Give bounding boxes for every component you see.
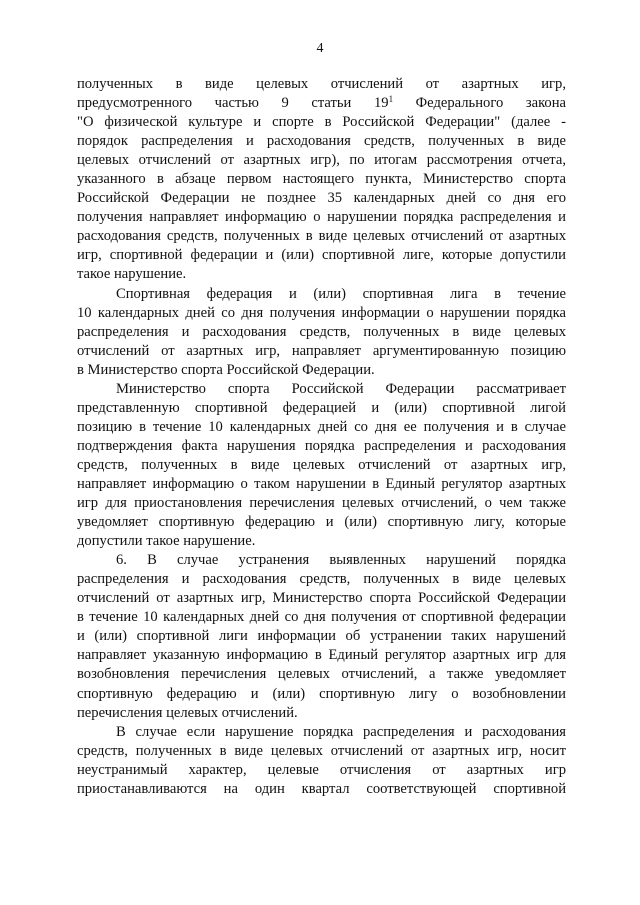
text-line: средств, полученных в виде целевых отчислений от азартных игр, носит <box>77 742 566 759</box>
text-line: средств, полученных в виде целевых отчислений от азартных игр, <box>77 456 566 473</box>
text-line: такое нарушение. <box>77 266 187 283</box>
text-line: уведомляет спортивную федерацию и (или) спортивную лигу, которые <box>77 514 566 531</box>
text-line: расходования средств, полученных в виде целевых отчислений от азартных <box>77 228 566 245</box>
document-body <box>77 75 566 799</box>
paragraph <box>77 285 566 380</box>
paragraph <box>77 75 566 285</box>
text-line: перечисления целевых отчислений. <box>77 704 298 721</box>
text-line: подтверждения факта нарушения порядка распределения и расходования <box>77 437 566 454</box>
text-line: неустранимый характер, целевые отчисления от азартных игр <box>77 761 566 778</box>
text-line: порядок распределения и расходования средств, полученных в виде <box>77 133 566 150</box>
text-line: представленную спортивной федерацией и (или) спортивной лигой <box>77 399 566 416</box>
text-line: Российской Федерации не позднее 35 календарных дней со дня его <box>77 190 566 207</box>
text-line: игр, спортивной федерации и (или) спортивной лиге, которые допустили <box>77 247 566 264</box>
text-line: приостанавливаются на один квартал соответствующей спортивной <box>77 780 566 797</box>
text-line: предусмотренного частью 9 статьи $19^1$ Федерального закона <box>77 94 566 112</box>
paragraph <box>77 551 566 722</box>
text-line: игр для приостановления перечисления целевых отчислений, о чем также <box>77 495 566 512</box>
text-line: допустили такое нарушение. <box>77 533 256 550</box>
paragraph <box>77 380 566 551</box>
text-line: 6. В случае устранения выявленных нарушений порядка <box>116 552 566 569</box>
text-line: получения направляет информацию о нарушении порядка распределения и <box>77 209 566 226</box>
page-number: 4 <box>316 41 324 56</box>
text-line: отчислений от азартных игр, направляет аргументированную позицию <box>77 342 566 359</box>
text-line: "О физической культуре и спорте в Российской Федерации" (далее - <box>77 114 566 131</box>
text-line: распределения и расходования средств, полученных в виде целевых <box>77 571 566 588</box>
text-line: Министерство спорта Российской Федерации рассматривает <box>116 380 566 397</box>
text-line: распределения и расходования средств, полученных в виде целевых <box>77 323 566 340</box>
text-line: целевых отчислений от азартных игр), по итогам рассмотрения отчета, <box>77 152 566 169</box>
text-line: Спортивная федерация и (или) спортивная лига в течение <box>116 285 566 302</box>
text-line: в течение 10 календарных дней со дня получения от спортивной федерации <box>77 609 566 626</box>
text-line: направляет информацию о таком нарушении в Единый регулятор азартных <box>77 475 566 492</box>
text-line: 10 календарных дней со дня получения информации о нарушении порядка <box>77 304 566 321</box>
text-line: направляет указанную информацию в Единый регулятор азартных игр для <box>77 647 566 664</box>
text-line: В случае если нарушение порядка распределения и расходования <box>116 723 566 740</box>
text-line: полученных в виде целевых отчислений от азартных игр, <box>77 76 566 92</box>
text-line: возобновления перечисления целевых отчислений, а также уведомляет <box>77 666 566 683</box>
text-line: позицию в течение 10 календарных дней со дня ее получения и в случае <box>77 418 566 435</box>
text-line: спортивную федерацию и (или) спортивную лигу о возобновлении <box>77 685 566 702</box>
text-line: отчислений от азартных игр, Министерство спорта Российской Федерации <box>77 590 566 607</box>
paragraph <box>77 723 566 799</box>
text-line: и (или) спортивной лиги информации об устранении таких нарушений <box>77 628 566 645</box>
text-line: указанного в абзаце первом настоящего пункта, Министерство спорта <box>77 171 566 188</box>
text-line: в Министерство спорта Российской Федерации. <box>77 361 375 378</box>
